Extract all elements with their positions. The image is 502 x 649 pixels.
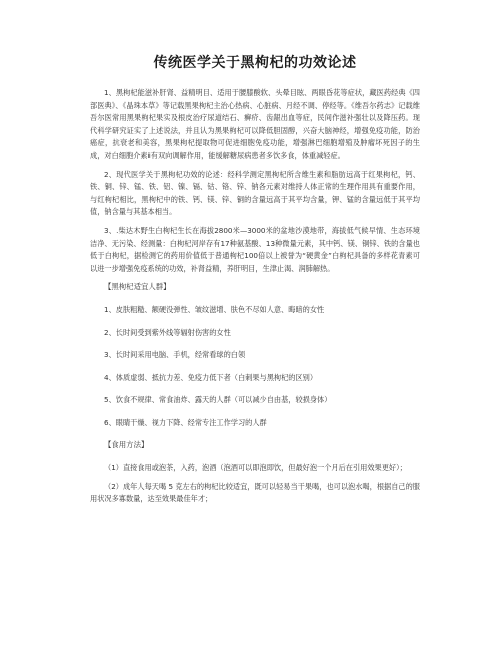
paragraph-tcm-effects: 1、黑枸杞能滋补肝肾、益精明目、适用于腰膝酸软、头晕目眩、两眼昏花等症状，藏医药经典《四部医典》、《晶珠本草》等记载黑果枸杞主治心热病、心脏病、月经不调、停经等。《维吾尔药志》记载维吾尔医常用黑果枸杞果实及根皮治疗尿道结石、癣疥、齿龈出血等症，民间作滋补强壮以及降压药。现代科学研究证实了上述说法，并且认为黑果枸杞可以降低胆固醇，兴奋大脑神经，增强免疫功能，防治癌症，抗衰老和美容，黑果枸杞提取物可促进细胞免疫功能，增强淋巴细胞增殖及肿瘤坏死因子的生成，对白细胞介素ⅱ有双向调解作用，能缓解糖尿病患者多饮多食，体重减轻症。	[90, 88, 420, 160]
section-heading-usage: 【食用方法】	[104, 440, 149, 450]
section-heading-suitable-people: 【黑枸杞适宜人群】	[104, 282, 171, 292]
list-item: 3、长时间采用电脑、手机，经常看球的白领	[104, 350, 246, 360]
document-title: 传统医学关于黑枸杞的功效论述	[153, 55, 357, 71]
list-item: 1、皮肤粗糙、额硬没弹性、皱纹滋增、肤色不尽如人意、晦暗的女性	[104, 304, 325, 314]
paragraph-modern-medicine: 2、现代医学关于黑枸杞功效的论述：经科学测定黑枸杞所含维生素和脂肪远高于红果枸杞，钙、铁、铜、锌、锰、铁、铝、镍、镉、钴、铬、锌、钠各元素对维持人体正常的生理作用具有重要作用，与红枸杞相比，黑枸杞中的铁、钙、镁、锌、铜的含量远高于其平均含量，钾、锰的含量远低于其平均值，钠含量与其基本相当。	[90, 169, 420, 217]
paragraph-qaidam-origin: 3、.柴达木野生白枸杞生长在海拔2800米—3000米的盆地沙漠地带，海拔低气候早情、生态环境洁净、无污染、经测量：白枸杞河岸存有17种氨基酸、13种微量元素，其中钙、镁、铜锌、铁的含量也低于白枸杞，据检测它的药用价值低于普通枸杞100倍以上被誉为“硬黄金”白枸杞具备的多样花青素可以进一步增强免疫系统的功效，补肾益精，养肝明目，生津止渴、润肺解热。	[90, 225, 420, 273]
list-item: （2）成年人每天喝 5 克左右的枸杞比较适宜，既可以轻易当干果喝，也可以泡水喝，根据自己的服用状况多寡数量，达至效果最佳年才；	[90, 481, 420, 504]
list-item: （1）直接食用或泡茶，入药，泡酒（泡酒可以即泡即饮，但最好泡一个月后在引用效果更好）；	[104, 463, 407, 473]
list-item: 6、眼睛干燥、视力下降、经常专注工作学习的人群	[104, 417, 267, 427]
list-item: 4、体质虚弱、抵抗力差、免疫力低下者（白刺果与黑枸杞的区别）	[104, 372, 318, 382]
list-item: 5、饮食不规律、常食油炸、露天的人群（可以减少自由基，较损身体）	[104, 395, 332, 405]
list-item: 2、长时间受到紫外线等辐射伤害的女性	[104, 327, 231, 337]
